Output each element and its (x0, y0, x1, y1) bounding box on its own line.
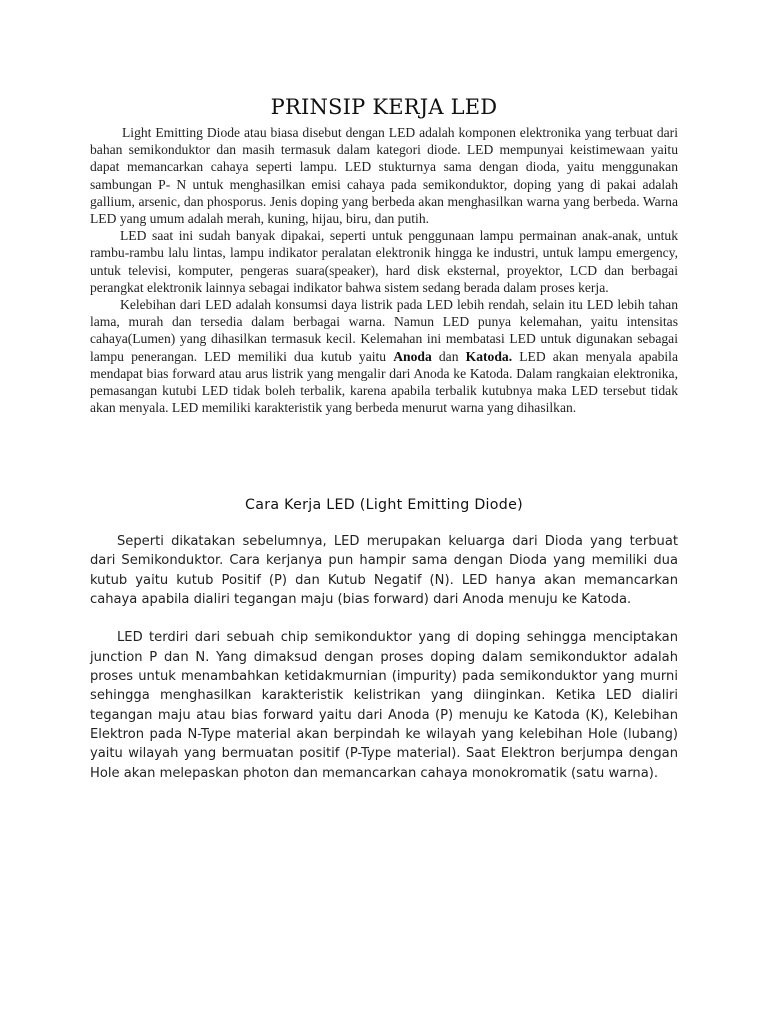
paragraph-text: LED saat ini sudah banyak dipakai, seperti untuk penggunaan lampu permainan anak-anak, untuk rambu-rambu lalu lintas, lampu indikator peralatan elektronik hingga ke industri, untuk lampu emergency, untuk televisi, komputer, pengeras suara(speaker), hard disk eksternal, proyektor, LCD dan berbagai perangkat elektronik lainnya sebagai indikator bahwa sistem sedang berada dalam proses kerja. (90, 228, 678, 295)
section-heading: Cara Kerja LED (Light Emitting Diode) (245, 497, 523, 513)
paragraph (90, 227, 678, 296)
bold-term-anoda: Anoda (393, 348, 432, 364)
paragraph: Seperti dikatakan sebelumnya, LED merupakan keluarga dari Dioda yang terbuat dari Semikonduktor. Cara kerjanya pun hampir sama dengan Dioda yang memiliki dua kutub yaitu kutub Positif (P) dan Kutub Negatif (N). LED hanya akan memancarkan cahaya apabila dialiri tegangan maju (bias forward) dari Anoda menuju ke Katoda. (90, 534, 678, 607)
paragraph-text: Kelebihan dari LED adalah konsumsi daya listrik pada LED lebih rendah, selain itu LED lebih tahan lama, murah dan tersedia dalam berbagai warna. Namun LED punya kelemahan, yaitu intensitas cahaya(Lumen) yang dihasilkan termasuk kecil. Kelemahan ini membatasi LED untuk digunakan sebagai lampu penerangan. LED memiliki dua kutub yaitu (90, 297, 678, 364)
section-body (90, 532, 678, 802)
paragraph-text: dan (431, 348, 466, 364)
page-title: PRINSIP KERJA LED (270, 95, 498, 119)
paragraph: LED terdiri dari sebuah chip semikonduktor yang di doping sehingga menciptakan junction P dan N. Yang dimaksud dengan proses doping dalam semikonduktor adalah proses untuk menambahkan ketidakmurnian (impurity) pada semikonduktor yang murni sehingga menghasilkan karakteristik kelistrikan yang diinginkan. Ketika LED dialiri tegangan maju atau bias forward yaitu dari Anoda (P) menuju ke Katoda (K), Kelebihan Elektron pada N-Type material akan berpindah ke wilayah yang kelebihan Hole (lubang) yaitu wilayah yang bermuatan positif (P-Type material). Saat Elektron berjumpa dengan Hole akan melepaskan photon dan memancarkan cahaya monokromatik (satu warna). (90, 630, 678, 781)
bold-term-katoda: Katoda. (465, 348, 513, 364)
intro-text (90, 124, 678, 416)
paragraph (90, 296, 678, 416)
paragraph-text: Light Emitting Diode atau biasa disebut dengan LED adalah komponen elektronika yang terbuat dari bahan semikonduktor dan masih termasuk dalam kategori diode. LED mempunyai keistimewaan yaitu dapat memancarkan cahaya seperti lampu. LED stukturnya sama dengan dioda, yaitu menggunakan sambungan P- N untuk menghasilkan emisi cahaya pada semikonduktor, doping yang di pakai adalah gallium, arsenic, dan phosporus. Jenis doping yang berbeda akan menghasilkan warna yang berbeda. Warna LED yang umum adalah merah, kuning, hijau, biru, dan putih. (90, 125, 678, 227)
paragraph-text: LED akan menyala apabila mendapat bias forward atau arus listrik yang mengalir dari Anoda ke Katoda. Dalam rangkaian elektronika, pemasangan kutubi LED tidak boleh terbalik, karena apabila terbalik kutubnya maka LED tersebut tidak akan menyala. LED memiliki karakteristik yang berbeda menurut warna yang dihasilkan. (90, 348, 678, 416)
paragraph (90, 124, 678, 227)
